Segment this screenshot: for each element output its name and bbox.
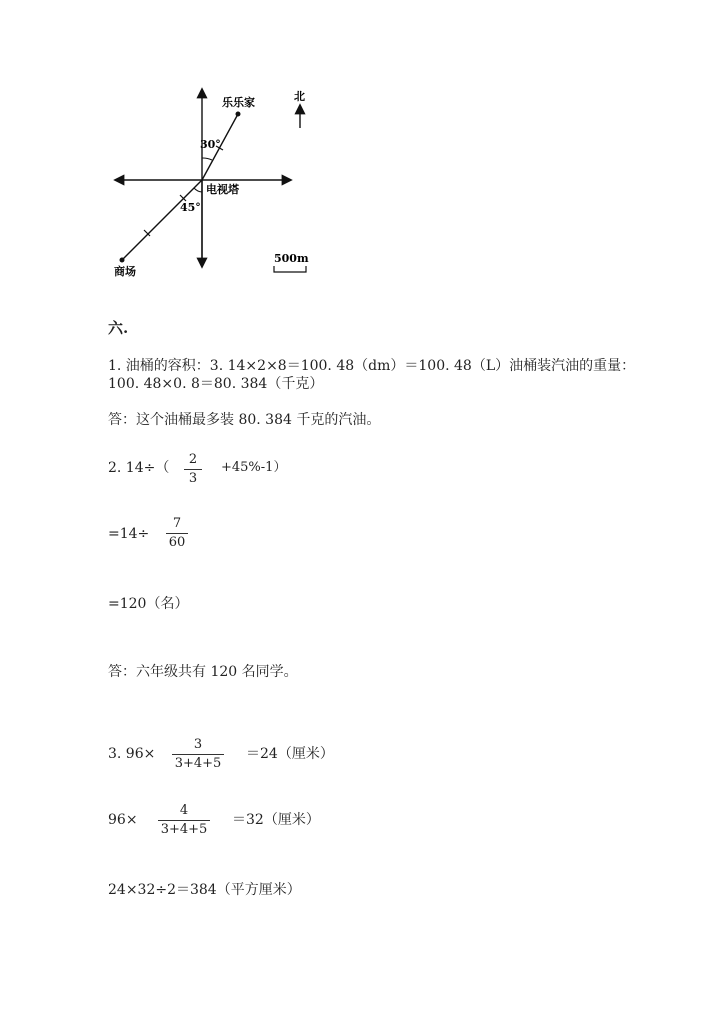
q3-step2-fraction [158, 803, 210, 838]
fraction-numerator: 3 [193, 737, 203, 752]
fraction-denominator: 3 [188, 471, 198, 486]
fraction-denominator: 3+4+5 [174, 756, 222, 771]
point-lelejia [236, 112, 241, 117]
label-tower: 电视塔 [206, 183, 239, 196]
q2-step2-fraction [166, 516, 188, 551]
line-to-mall [122, 180, 202, 260]
q3-step1-fraction [172, 737, 224, 772]
label-scale: 500m [274, 252, 309, 265]
q3-step2-prefix: 96× [108, 812, 138, 828]
angle-arc-30 [202, 158, 212, 160]
section-title: 六. [108, 319, 129, 337]
label-mall: 商场 [114, 265, 136, 278]
label-30: 30° [200, 138, 221, 151]
fraction-bar [172, 754, 224, 755]
q1-line1: 1. 油桶的容积：3. 14×2×8＝100. 48（dm）＝100. 48（L）油桶装汽油的重量： [108, 358, 636, 374]
q2-step3: =120（名） [108, 596, 189, 612]
fraction-bar [166, 533, 188, 534]
fraction-bar [184, 469, 202, 470]
fraction-bar [158, 820, 210, 821]
fraction-denominator: 60 [168, 535, 186, 550]
q2-answer: 答：六年级共有 120 名同学。 [108, 664, 298, 680]
fraction-denominator: 3+4+5 [160, 822, 208, 837]
label-north: 北 [294, 90, 305, 103]
q2-step2-prefix: =14÷ [108, 526, 150, 542]
q2-step1-suffix: +45%-1） [221, 460, 287, 475]
fraction-numerator: 4 [179, 803, 189, 818]
q3-step2-suffix: ＝32（厘米） [232, 812, 320, 828]
q2-step1-prefix: 2. 14÷（ [108, 460, 170, 476]
scale-bar [274, 266, 306, 272]
label-45: 45° [180, 201, 201, 214]
fraction-numerator: 2 [188, 452, 198, 467]
angle-arc-45 [194, 188, 202, 192]
q1-answer: 答：这个油桶最多装 80. 384 千克的汽油。 [108, 412, 381, 428]
label-lelejia: 乐乐家 [222, 96, 255, 109]
q3-step3: 24×32÷2＝384（平方厘米） [108, 882, 301, 898]
fraction-numerator: 7 [172, 516, 182, 531]
q3-step1-prefix: 3. 96× [108, 746, 156, 762]
q3-step1-suffix: ＝24（厘米） [246, 746, 334, 762]
direction-diagram [100, 80, 340, 290]
q1-line2: 100. 48×0. 8＝80. 384（千克） [108, 376, 324, 392]
point-mall [120, 258, 125, 263]
q2-step1-fraction [184, 452, 202, 487]
